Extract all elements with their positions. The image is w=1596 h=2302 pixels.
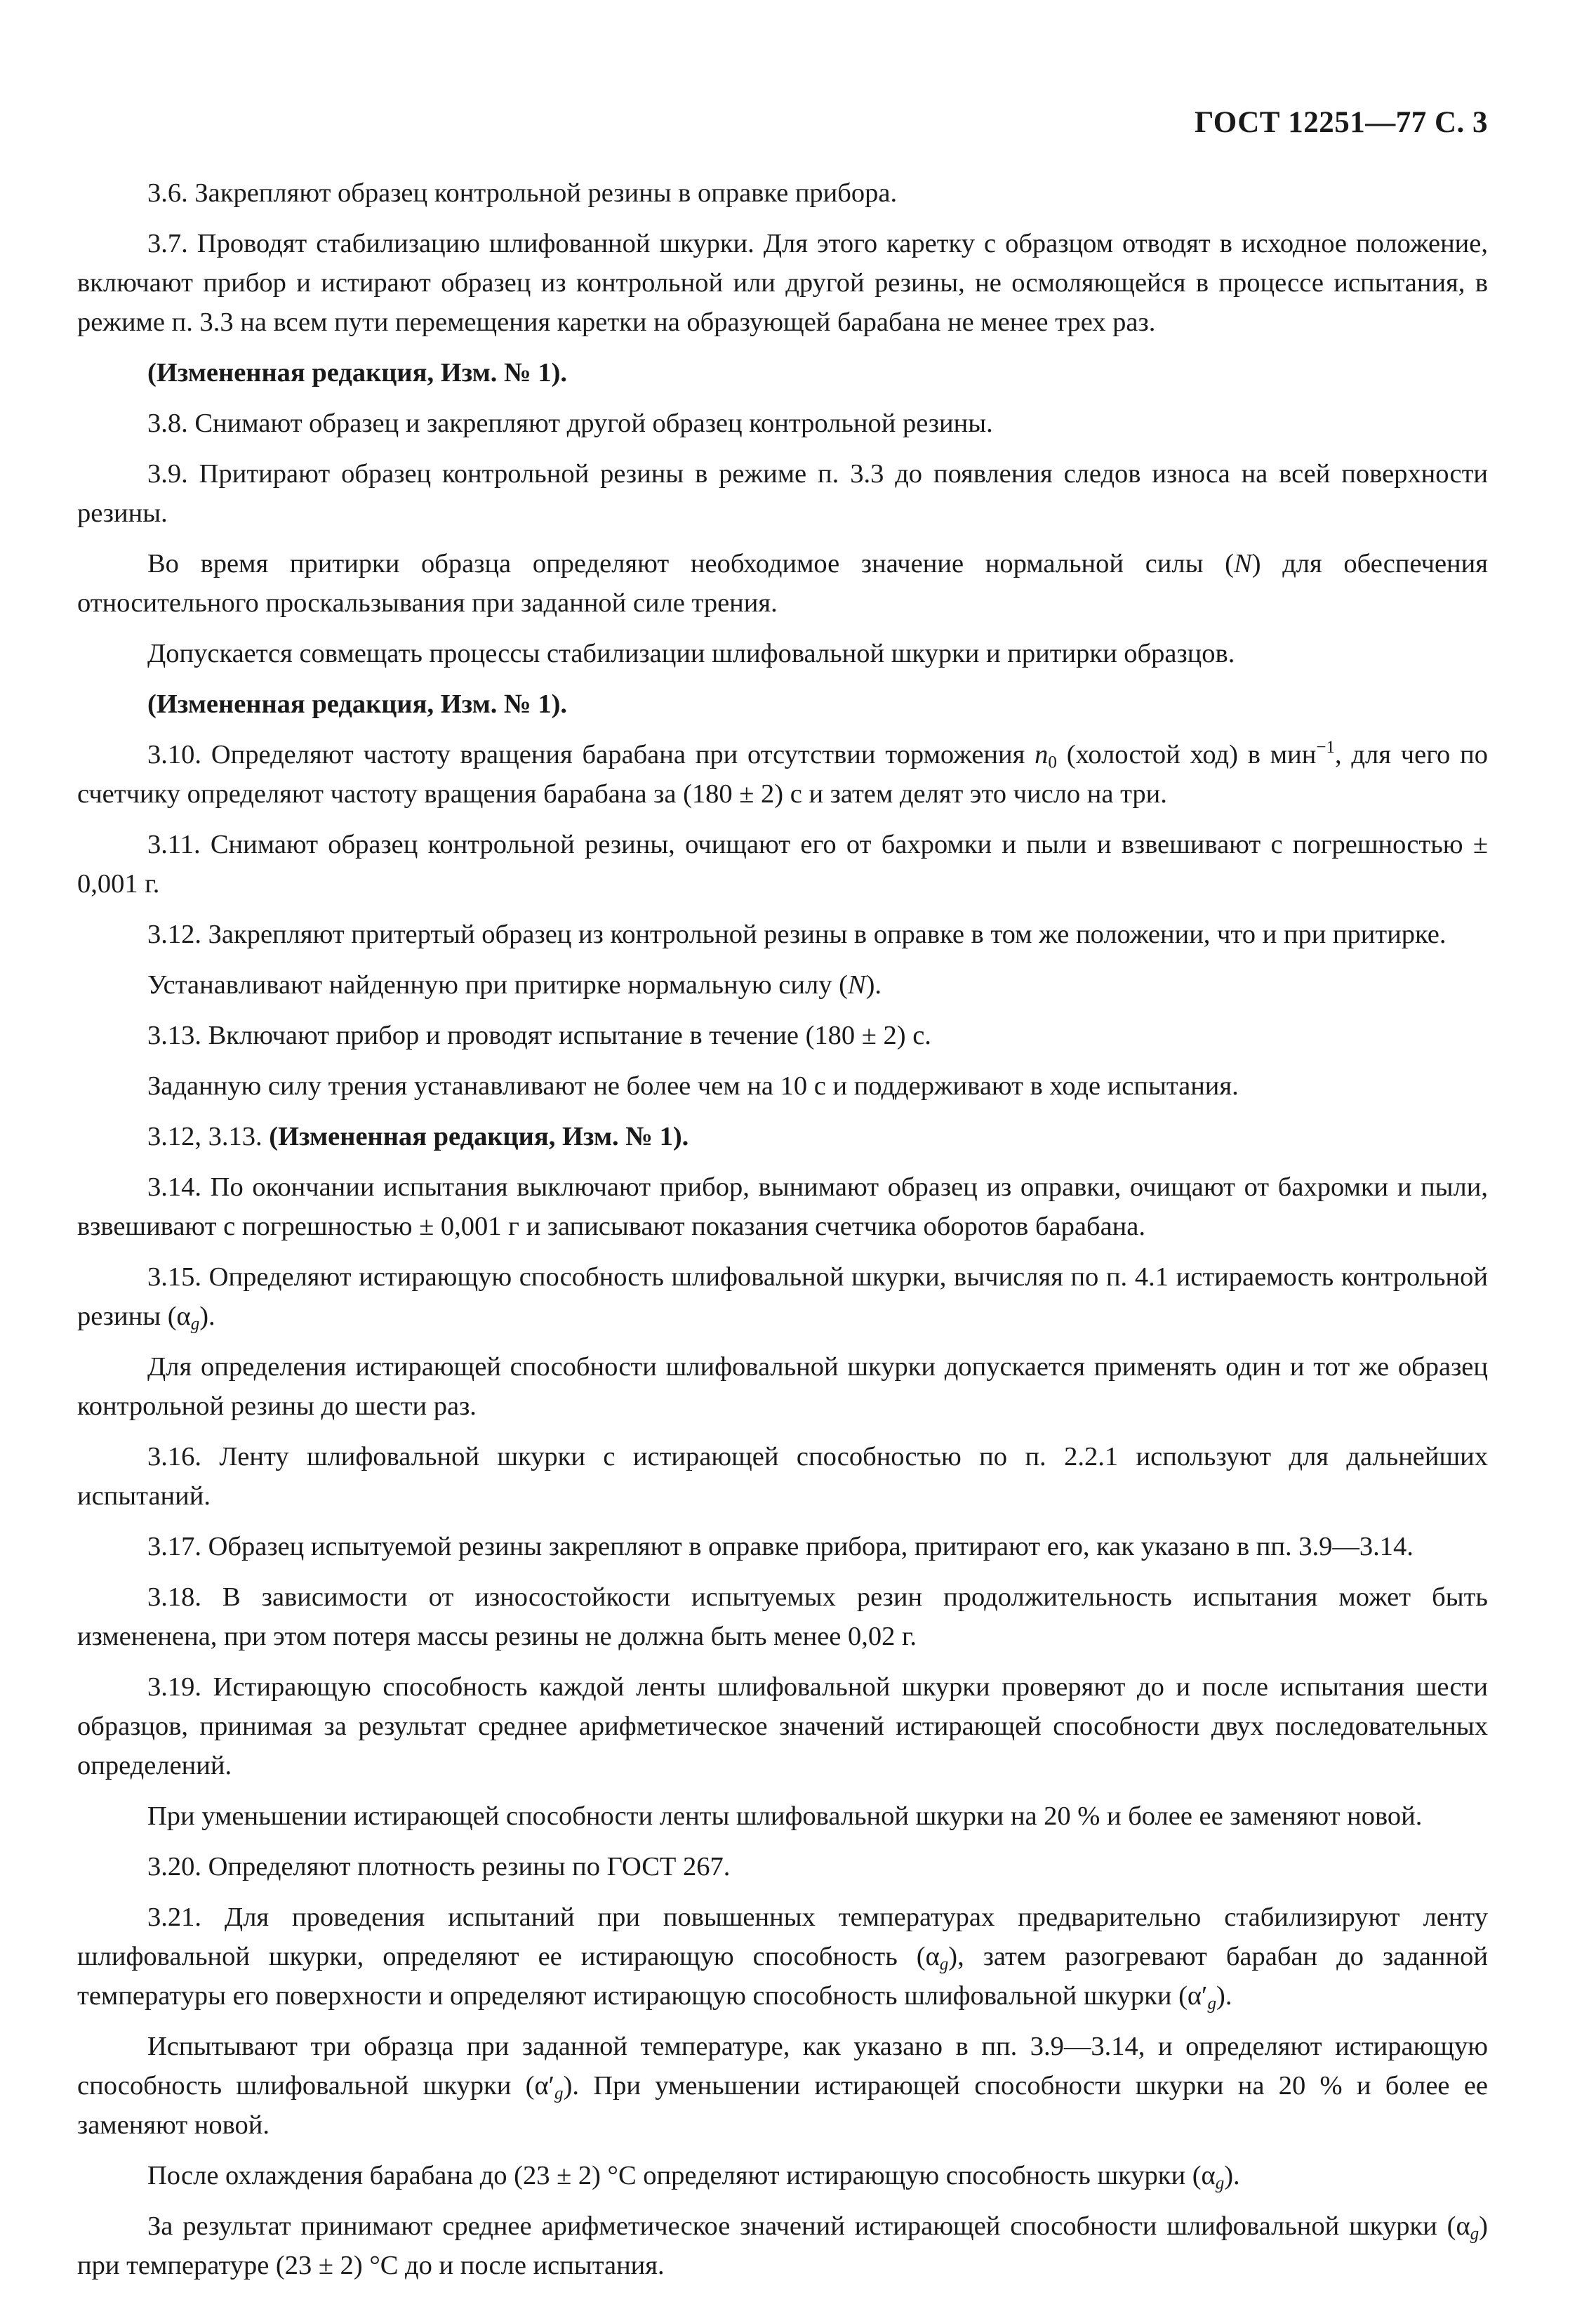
paragraph: 3.12. Закрепляют притертый образец из контрольной резины в оправке в том же положении, что и при притирке. xyxy=(147,920,1447,949)
paragraph: После охлаждения барабана до (23 ± 2) °С определяют истирающую способность шкурки $(\alpha_g)$. xyxy=(147,2161,1240,2193)
paragraph: (Измененная редакция, Изм. № 1). xyxy=(147,689,568,719)
paragraph: 3.18. В зависимости от износостойкости испытуемых резин продолжительность испытания может быть измененена, при этом потеря массы резины не должна быть менее 0,02 г. xyxy=(77,1582,1488,1651)
paragraph: 3.10. Определяют частоту вращения барабана при отсутствии торможения $n_0$ (холостой ход) в мин$^{-1}$, для чего по счетчику определяют частоту вращения барабана за (180 ± 2) с и затем делят это число на три. xyxy=(77,738,1488,809)
paragraph: 3.16. Ленту шлифовальной шкурки с истирающей способностью по п. 2.2.1 используют для дальнейших испытаний. xyxy=(77,1442,1488,1511)
paragraph: 3.9. Притирают образец контрольной резины в режиме п. 3.3 до появления следов износа на всей поверхности резины. xyxy=(77,459,1488,528)
paragraph: 3.19. Истирающую способность каждой ленты шлифовальной шкурки проверяют до и после испытания шести образцов, принимая за результат среднее арифметическое значений истирающей способности двух последовательных определений. xyxy=(77,1672,1488,1780)
paragraph: 3.8. Снимают образец и закрепляют другой образец контрольной резины. xyxy=(147,409,993,438)
paragraph: Заданную силу трения устанавливают не более чем на 10 с и поддерживают в ходе испытания. xyxy=(147,1071,1239,1101)
paragraph: Для определения истирающей способности шлифовальной шкурки допускается применять один и тот же образец контрольной резины до шести раз. xyxy=(77,1352,1488,1421)
paragraph: 3.13. Включают прибор и проводят испытание в течение (180 ± 2) с. xyxy=(147,1021,931,1050)
paragraph: (Измененная редакция, Изм. № 1). xyxy=(147,358,568,388)
page-header: ГОСТ 12251—77 С. 3 xyxy=(1194,106,1488,139)
paragraph: Во время притирки образца определяют необходимое значение нормальной силы (N) для обеспечения относительного проскальзывания при заданной силе трения. xyxy=(77,549,1488,618)
document-page xyxy=(77,105,1488,2296)
document-body xyxy=(77,173,1488,2285)
paragraph: При уменьшении истирающей способности ленты шлифовальной шкурки на 20 % и более ее заменяют новой. xyxy=(147,1801,1423,1831)
paragraph: 3.17. Образец испытуемой резины закрепляют в оправке прибора, притирают его, как указано в пп. 3.9—3.14. xyxy=(147,1532,1414,1561)
paragraph: 3.12, 3.13. (Измененная редакция, Изм. № 1). xyxy=(147,1122,689,1151)
paragraph: 3.14. По окончании испытания выключают прибор, вынимают образец из оправки, очищают от бахромки и пыли, взвешивают с погрешностью ± 0,001 г и записывают показания счетчика оборотов барабана. xyxy=(77,1172,1488,1241)
paragraph: 3.6. Закрепляют образец контрольной резины в оправке прибора. xyxy=(147,178,898,208)
paragraph: За результат принимают среднее арифметическое значений истирающей способности шлифовальной шкурки $(\alpha_g)$ при температуре (23 ± 2) °С до и после испытания. xyxy=(77,2211,1488,2280)
paragraph: 3.21. Для проведения испытаний при повышенных температурах предварительно стабилизируют ленту шлифовальной шкурки, определяют ее истирающую способность $(\alpha_g)$, затем разогревают барабан до заданной температуры его поверхности и определяют истирающую способность шлифовальной шкурки $(\alpha'_g)$. xyxy=(77,1903,1488,2013)
paragraph: Допускается совмещать процессы стабилизации шлифовальной шкурки и притирки образцов. xyxy=(147,639,1235,668)
paragraph: 3.20. Определяют плотность резины по ГОСТ 267. xyxy=(147,1852,731,1881)
paragraph: Испытывают три образца при заданной температуре, как указано в пп. 3.9—3.14, и определяют истирающую способность шлифовальной шкурки $(\alpha'_g)$. При уменьшении истирающей способности шкурки на 20 % и более ее заменяют новой. xyxy=(77,2032,1489,2140)
paragraph: 3.15. Определяют истирающую способность шлифовальной шкурки, вычисляя по п. 4.1 истираемость контрольной резины $(\alpha_g)$. xyxy=(77,1262,1488,1334)
paragraph: 3.7. Проводят стабилизацию шлифованной шкурки. Для этого каретку с образцом отводят в исходное положение, включают прибор и истирают образец из контрольной или другой резины, не осмоляющейся в процессе испытания, в режиме п. 3.3 на всем пути перемещения каретки на образующей барабана не менее трех раз. xyxy=(77,229,1488,337)
paragraph: Устанавливают найденную при притирке нормальную силу (N). xyxy=(147,970,882,1000)
paragraph: 3.11. Снимают образец контрольной резины, очищают его от бахромки и пыли и взвешивают с погрешностью ± 0,001 г. xyxy=(77,830,1488,899)
